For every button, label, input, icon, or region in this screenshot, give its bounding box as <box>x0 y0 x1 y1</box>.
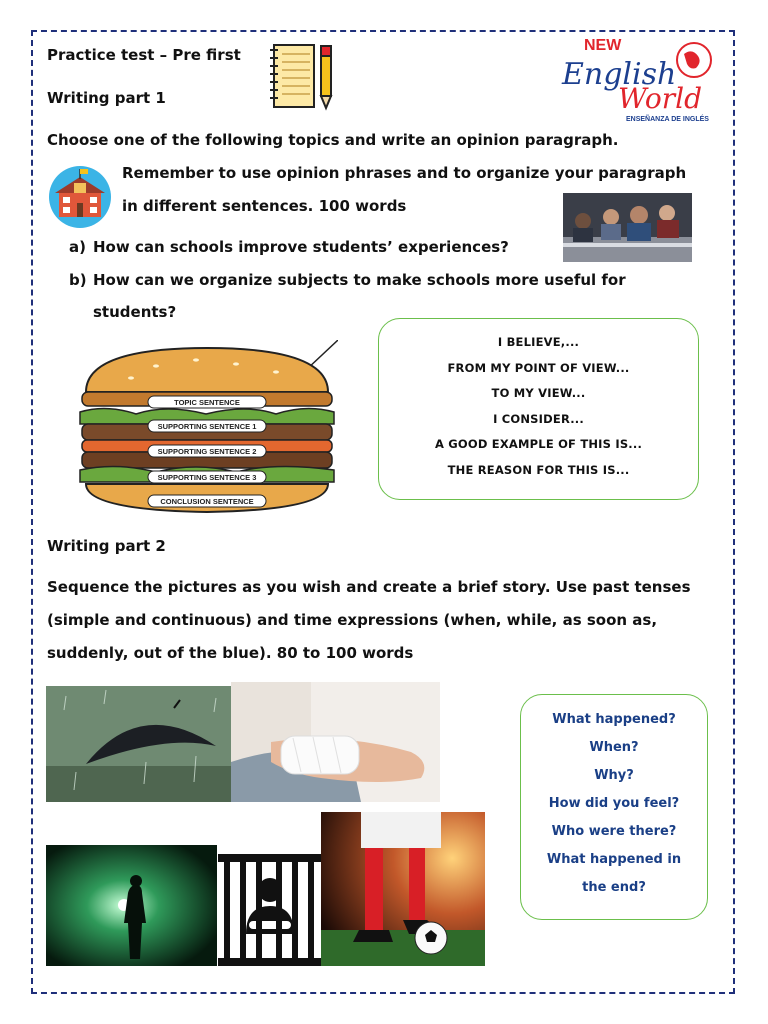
burger-label-supporting-2: SUPPORTING SENTENCE 2 <box>157 447 257 456</box>
topic-a-marker: a) <box>69 238 86 256</box>
phrase-item: TO MY VIEW... <box>491 386 586 400</box>
topic-a-text: How can schools improve students’ experiences? <box>93 238 509 256</box>
phrase-item: THE REASON FOR THIS IS... <box>447 462 630 477</box>
burger-label-supporting-3: SUPPORTING SENTENCE 3 <box>157 473 257 482</box>
reminder-line1: Remember to use opinion phrases and to organize your paragraph <box>122 164 687 182</box>
section-title-part1: Writing part 1 <box>47 89 166 107</box>
part2-line3: suddenly, out of the blue). 80 to 100 words <box>47 644 414 662</box>
svg-text:NEW: NEW <box>584 37 622 54</box>
reminder-line2: in different sentences. 100 words <box>122 197 407 215</box>
question-item: What happened? <box>552 712 676 727</box>
jail-bars-icon <box>218 854 321 966</box>
phrase-item: A GOOD EXAMPLE OF THIS IS... <box>434 437 643 451</box>
part2-line2: (simple and continuous) and time expressions (when, while, as soon as, <box>47 611 658 629</box>
dark-forest-figure-photo <box>46 845 217 966</box>
english-world-logo <box>556 32 718 124</box>
part2-line1: Sequence the pictures as you wish and create a brief story. Use past tenses <box>47 578 691 596</box>
question-item: Who were there? <box>551 824 677 839</box>
phrase-item: I CONSIDER... <box>493 411 584 426</box>
umbrella-rain-photo <box>46 686 231 802</box>
burger-label-conclusion: CONCLUSION SENTENCE <box>160 497 254 506</box>
question-item: Why? <box>594 768 634 783</box>
phrase-item: I BELIEVE,... <box>497 335 580 349</box>
question-item: What happened in <box>546 852 682 867</box>
question-item: When? <box>589 740 639 755</box>
svg-text:World: World <box>618 82 702 115</box>
students-classroom-photo <box>563 193 692 262</box>
bandaged-wrist-photo <box>231 682 440 802</box>
school-icon <box>47 165 113 229</box>
question-item: the end? <box>582 880 646 895</box>
svg-text:English: English <box>562 57 677 92</box>
svg-text:ENSEÑANZA DE INGLÉS: ENSEÑANZA DE INGLÉS <box>626 116 709 123</box>
phrase-item: FROM MY POINT OF VIEW... <box>447 360 630 375</box>
burger-label-supporting-1: SUPPORTING SENTENCE 1 <box>157 422 257 431</box>
section-title-part2: Writing part 2 <box>47 537 166 555</box>
soccer-player-photo <box>321 812 485 966</box>
part1-instruction: Choose one of the following topics and write an opinion paragraph. <box>47 131 619 149</box>
topic-b-text: How can we organize subjects to make schools more useful for <box>93 271 626 289</box>
page-title: Practice test – Pre first <box>47 46 241 64</box>
notepad-pencil-icon <box>266 42 338 112</box>
topic-b-marker: b) <box>69 271 87 289</box>
question-item: How did you feel? <box>548 796 680 811</box>
burger-label-topic: TOPIC SENTENCE <box>174 398 240 407</box>
story-questions-box <box>520 694 708 920</box>
paragraph-burger-diagram <box>76 340 338 520</box>
opinion-phrases-box <box>378 318 699 500</box>
topic-b-text-cont: students? <box>93 303 177 321</box>
